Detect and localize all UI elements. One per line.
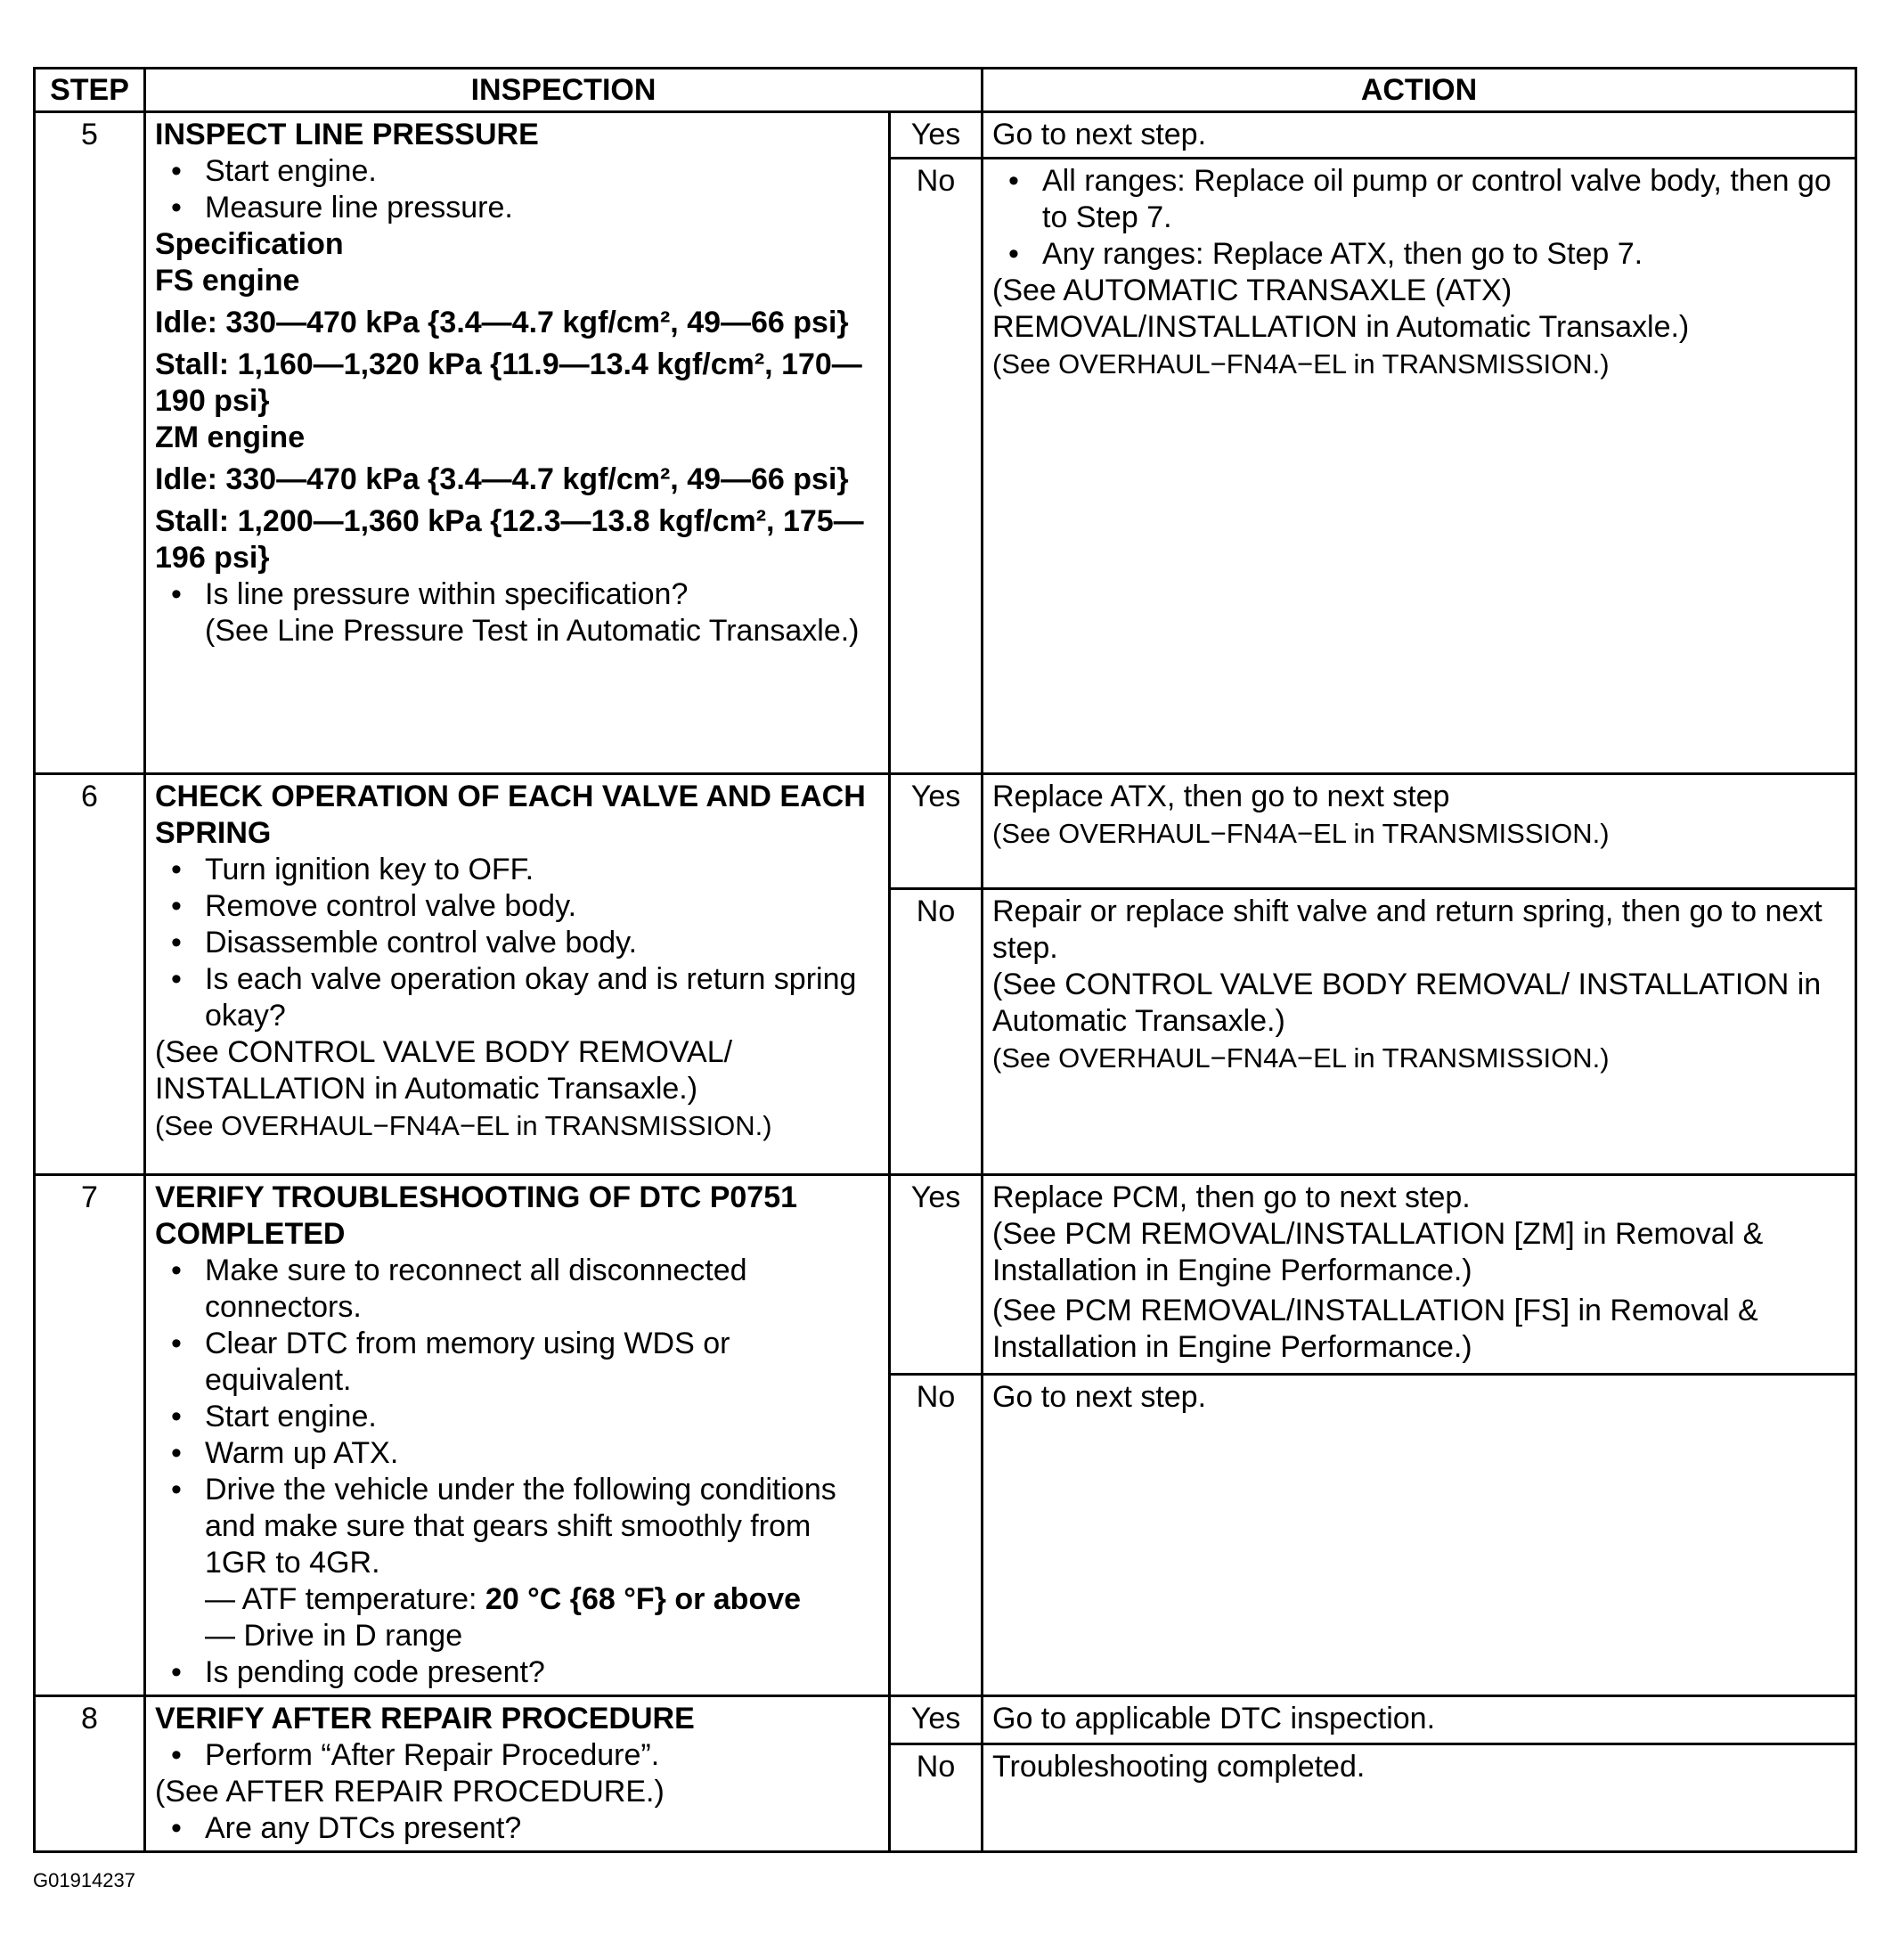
step-7-yes-row [35, 1175, 1856, 1375]
step-8-yes-row [35, 1696, 1856, 1744]
bullet-item: • Is line pressure within specification? [155, 576, 879, 613]
step-title: CHECK OPERATION OF EACH VALVE AND EACH SPRING [155, 780, 866, 850]
spec-heading: Specification [155, 227, 344, 261]
zm-engine-heading: ZM engine [155, 421, 306, 454]
yes-label: Yes [890, 112, 983, 159]
no-label: No [890, 159, 983, 774]
yes-action: Go to applicable DTC inspection. [983, 1696, 1856, 1744]
reference-text: (See OVERHAUL−FN4A−EL in TRANSMISSION.) [155, 1110, 772, 1141]
step-7-inspection [145, 1175, 890, 1696]
bullet-item: • Perform “After Repair Procedure”. [155, 1737, 879, 1774]
bullet-item: • Start engine. [155, 153, 879, 190]
no-label: No [890, 889, 983, 1175]
bullet-item: • Make sure to reconnect all disconnected connectors. [155, 1253, 879, 1326]
bullet-item: • Drive the vehicle under the following conditions and make sure that gears shift smoothly from 1GR to 4GR. [155, 1472, 879, 1581]
yes-label: Yes [890, 774, 983, 889]
fs-idle-spec: Idle: 330—470 kPa {3.4—4.7 kgf/cm², 49—66 psi} [155, 306, 849, 339]
header-row [35, 69, 1856, 112]
figure-id: G01914237 [33, 1869, 135, 1891]
step-title: INSPECT LINE PRESSURE [155, 118, 539, 151]
no-action: Go to next step. [983, 1375, 1856, 1696]
zm-idle-spec: Idle: 330—470 kPa {3.4—4.7 kgf/cm², 49—66 psi} [155, 462, 849, 496]
step-number: 5 [35, 112, 145, 774]
bullet-item: • Are any DTCs present? [155, 1810, 879, 1847]
reference-text: (See CONTROL VALVE BODY REMOVAL/ INSTALLATION in Automatic Transaxle.) [992, 968, 1822, 1038]
fs-engine-heading: FS engine [155, 264, 300, 298]
step-5-yes-row [35, 112, 1856, 159]
header-inspection: INSPECTION [145, 69, 983, 112]
reference-text: (See Line Pressure Test in Automatic Transaxle.) [205, 614, 860, 648]
reference-text: (See CONTROL VALVE BODY REMOVAL/ INSTALLATION in Automatic Transaxle.) [155, 1035, 733, 1106]
action-text: Repair or replace shift valve and return spring, then go to next step. [992, 894, 1823, 965]
reference-text: (See AUTOMATIC TRANSAXLE (ATX) REMOVAL/INSTALLATION in Automatic Transaxle.) [992, 274, 1690, 344]
bullet-item: • Is each valve operation okay and is return spring okay? [155, 961, 879, 1034]
condition-value: 20 °C {68 °F} or above [485, 1582, 802, 1616]
bullet-item: • Warm up ATX. [155, 1435, 879, 1472]
yes-label: Yes [890, 1175, 983, 1375]
reference-text: (See PCM REMOVAL/INSTALLATION [FS] in Removal & Installation in Engine Performance.) [992, 1294, 1758, 1364]
step-5-inspection [145, 112, 890, 774]
header-step: STEP [35, 69, 145, 112]
reference-text: (See OVERHAUL−FN4A−EL in TRANSMISSION.) [992, 348, 1610, 380]
action-text: Replace PCM, then go to next step. [992, 1180, 1471, 1214]
step-8-inspection [145, 1696, 890, 1852]
bullet-item: • All ranges: Replace oil pump or control valve body, then go to Step 7. [992, 163, 1846, 236]
no-label: No [890, 1744, 983, 1852]
bullet-item: • Any ranges: Replace ATX, then go to Step 7. [992, 236, 1846, 273]
yes-action [983, 774, 1856, 889]
zm-stall-spec: Stall: 1,200—1,360 kPa {12.3—13.8 kgf/cm², 175—196 psi} [155, 504, 864, 575]
no-action: Troubleshooting completed. [983, 1744, 1856, 1852]
bullet-item: • Measure line pressure. [155, 190, 879, 226]
step-6-yes-row [35, 774, 1856, 889]
step-number: 7 [35, 1175, 145, 1696]
condition-item [155, 1581, 879, 1618]
bullet-item: • Turn ignition key to OFF. [155, 852, 879, 888]
action-text: Replace ATX, then go to next step [992, 780, 1450, 813]
reference-text: (See AFTER REPAIR PROCEDURE.) [155, 1775, 665, 1809]
no-label: No [890, 1375, 983, 1696]
step-title: VERIFY TROUBLESHOOTING OF DTC P0751 COMPLETED [155, 1180, 798, 1251]
step-number: 8 [35, 1696, 145, 1852]
reference-text: (See OVERHAUL−FN4A−EL in TRANSMISSION.) [992, 1042, 1610, 1074]
no-action [983, 159, 1856, 774]
reference-text: (See OVERHAUL−FN4A−EL in TRANSMISSION.) [992, 818, 1610, 849]
bullet-item: • Remove control valve body. [155, 888, 879, 925]
step-title: VERIFY AFTER REPAIR PROCEDURE [155, 1702, 695, 1735]
yes-label: Yes [890, 1696, 983, 1744]
troubleshooting-table [33, 67, 1857, 1853]
yes-action: Go to next step. [983, 112, 1856, 159]
yes-action [983, 1175, 1856, 1375]
fs-stall-spec: Stall: 1,160—1,320 kPa {11.9—13.4 kgf/cm², 170—190 psi} [155, 347, 862, 418]
condition-item: — Drive in D range [205, 1619, 463, 1653]
bullet-item: • Disassemble control valve body. [155, 925, 879, 961]
step-6-inspection [145, 774, 890, 1175]
bullet-item: • Is pending code present? [155, 1654, 879, 1691]
condition-label: — ATF temperature: [205, 1582, 485, 1616]
bullet-item: • Start engine. [155, 1399, 879, 1435]
step-number: 6 [35, 774, 145, 1175]
header-action: ACTION [983, 69, 1856, 112]
bullet-item: • Clear DTC from memory using WDS or equivalent. [155, 1326, 879, 1399]
no-action [983, 889, 1856, 1175]
reference-text: (See PCM REMOVAL/INSTALLATION [ZM] in Removal & Installation in Engine Performance.) [992, 1217, 1764, 1287]
